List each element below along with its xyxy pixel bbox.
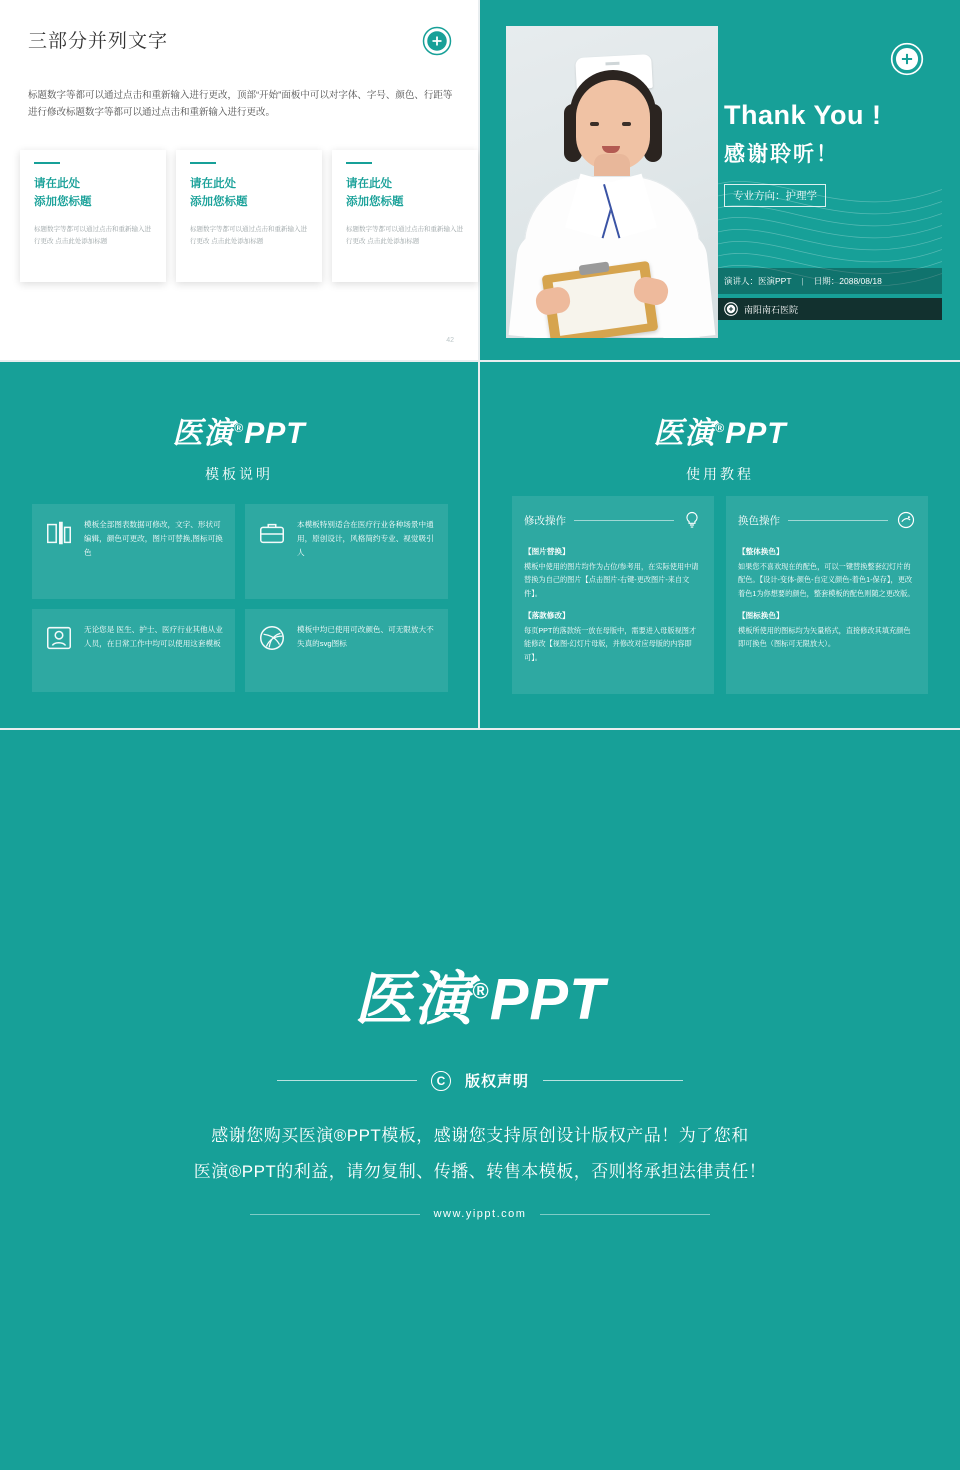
hospital-name: 南阳南石医院 (744, 304, 799, 315)
website-url[interactable]: www.yippt.com (433, 1208, 527, 1220)
copyright-paragraph (0, 1118, 960, 1189)
thank-you-text-pane (718, 26, 942, 338)
card-body: 标题数字等都可以通过点击和重新输入进行更改 点击此处添加标题 (34, 225, 151, 245)
hospital-badge-icon (422, 26, 452, 56)
card-item[interactable] (176, 150, 322, 282)
block-text: 每页PPT的落款统一放在母版中，需要进入母版视图才能修改【视图-幻灯片母版，并修改对应母版的内容即可】。 (524, 625, 697, 662)
slide-thank-you[interactable] (480, 0, 960, 362)
card-item[interactable] (332, 150, 478, 282)
feature-text: 模板全部图表数据可修改，文字、形状可编辑，颜色可更改，图片可替换,图标可换色 (84, 520, 223, 558)
tutorial-block (524, 610, 702, 664)
feature-text: 本模板特别适合在医疗行业各种场景中通用，原创设计，风格简约专业、视觉吸引人 (297, 520, 434, 558)
divider-right (543, 1080, 683, 1081)
card-heading: 请在此处 添加您标题 (190, 178, 248, 208)
hospital-badge-icon (890, 42, 924, 76)
copyright-header (0, 1070, 960, 1091)
copyright-icon: C (431, 1071, 451, 1091)
page-title: 三部分并列文字 (28, 31, 169, 52)
thank-you-cn: 感谢聆听！ (724, 143, 839, 166)
brand-block (480, 362, 960, 484)
brand-subtitle: 模板说明 (205, 466, 273, 482)
header-divider (574, 520, 674, 521)
card-accent-bar (346, 162, 372, 164)
tutorial-column-color[interactable] (726, 496, 928, 694)
svg-vector-icon (257, 623, 287, 653)
column-header (524, 510, 702, 536)
feature-text: 无论您是 医生、护士、医疗行业其他从业人员，在日常工作中均可以使用这套模板 (84, 625, 223, 649)
slide-row-1 (0, 0, 960, 362)
brand-subtitle: 使用教程 (686, 466, 754, 482)
block-text: 模板中使用的图片均作为占位/参考用，在实际使用中请替换为自己的图片【点击图片-右键-更改图片-来自文件】。 (524, 562, 699, 598)
block-text: 如果您不喜欢现在的配色，可以一键替换整套幻灯片的配色。【设计-变体-颜色-自定义颜色-着色1-保存】，更改着色1为你想要的颜色，整套模板的配色则随之更改版。 (738, 562, 915, 598)
thank-you-inner (506, 26, 942, 338)
slide-copyright[interactable] (0, 730, 960, 1470)
hospital-bar (718, 298, 942, 320)
card-heading: 请在此处 添加您标题 (346, 178, 404, 208)
card-heading: 请在此处 添加您标题 (34, 178, 92, 208)
tutorial-column-edit[interactable] (512, 496, 714, 694)
divider-left (277, 1080, 417, 1081)
card-item[interactable] (20, 150, 166, 282)
palette-icon (896, 510, 916, 530)
card-list (20, 150, 478, 282)
block-text: 模板所使用的图标均为矢量格式，直接修改其填充颜色即可换色（图标可无限放大）。 (738, 625, 911, 649)
thank-you-en: Thank You ! (724, 100, 882, 130)
slide-tutorial[interactable] (480, 362, 960, 730)
slide-three-columns[interactable] (0, 0, 480, 362)
feature-item[interactable] (245, 609, 448, 692)
divider-left (250, 1214, 420, 1215)
chart-editable-icon (44, 518, 74, 548)
brand-logo-large: 医演®PPT (354, 967, 606, 1032)
column-title: 换色操作 (738, 514, 780, 527)
copyright-line-2: 医演®PPT的利益，请勿复制、传播、转售本模板，否则将承担法律责任！ (193, 1161, 767, 1181)
page-number: 42 (446, 337, 454, 344)
card-accent-bar (34, 162, 60, 164)
tutorial-block (738, 546, 916, 600)
brand-logo: 医演®PPT (172, 417, 306, 450)
card-body: 标题数字等都可以通过点击和重新输入进行更改 点击此处添加标题 (190, 225, 307, 245)
copyright-line-1: 感谢您购买医演®PPT模板，感谢您支持原创设计版权产品！为了您和 (211, 1126, 749, 1145)
divider-right (540, 1214, 710, 1215)
header-divider (788, 520, 888, 521)
tutorial-block (738, 610, 916, 651)
card-accent-bar (190, 162, 216, 164)
meta-separator: | (801, 276, 804, 286)
column-title: 修改操作 (524, 514, 566, 527)
feature-grid (32, 504, 448, 692)
medical-kit-icon (257, 518, 287, 548)
card-body: 标题数字等都可以通过点击和重新输入进行更改 点击此处添加标题 (346, 225, 463, 245)
brand-block (0, 362, 478, 484)
date-label: 日期：2088/08/18 (813, 276, 882, 286)
doctor-user-icon (44, 623, 74, 653)
copyright-title: 版权声明 (464, 1073, 529, 1090)
block-heading: 【整体换色】 (738, 547, 784, 556)
feature-text: 模板中均已使用可改颜色、可无限放大不失真的svg图标 (297, 625, 434, 649)
block-heading: 【图标换色】 (738, 610, 784, 620)
slide-row-2 (0, 362, 960, 730)
website-row (0, 1208, 960, 1220)
feature-item[interactable] (32, 504, 235, 599)
nurse-photo (506, 26, 718, 338)
page-description: 标题数字等都可以通过点击和重新输入进行更改，顶部“开始”面板中可以对字体、字号、颜色、行距等进行修改标题数字等都可以通过点击和重新输入进行更改。 (28, 90, 453, 118)
major-badge: 专业方向：护理学 (724, 184, 826, 207)
block-heading: 【图片替换】 (524, 547, 570, 556)
feature-item[interactable] (245, 504, 448, 599)
presenter-meta-bar (718, 268, 942, 294)
slide-template-note[interactable] (0, 362, 480, 730)
tutorial-block (524, 546, 702, 600)
block-heading: 【落款修改】 (524, 610, 570, 620)
hospital-badge-icon (724, 302, 738, 316)
lightbulb-icon (682, 510, 702, 530)
feature-item[interactable] (32, 609, 235, 692)
brand-logo: 医演®PPT (653, 417, 787, 450)
speaker-label: 演讲人：医演PPT (724, 276, 792, 286)
column-header (738, 510, 916, 536)
tutorial-columns (512, 496, 928, 694)
